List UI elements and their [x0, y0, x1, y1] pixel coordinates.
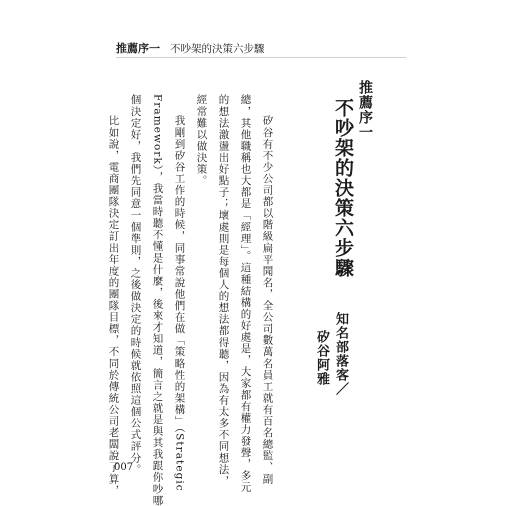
body-line: 總，其他職稱也大都是「經理」。這種結構的好處是，大家都有權力發聲，多元 — [239, 94, 252, 493]
body-line: 的想法激盪出好點子；壞處則是每個人的想法都得聽，因為有太多不同想法， — [217, 94, 230, 487]
body-line: 我剛到矽谷工作的時候，同事常說他們在做「策略性的架構」（Strategic — [173, 115, 186, 492]
body-line: 比如說，電商團隊決定訂出年度的團隊目標，不同於傳統公司老闆說了算， — [107, 115, 120, 497]
page-number: 007 — [114, 462, 134, 473]
author-credit — [312, 312, 350, 396]
running-header-chapter: 不吵架的決策六步驟 — [170, 43, 265, 55]
section-label: 推薦序一 — [357, 80, 373, 140]
body-line: 經常難以做決策。 — [195, 94, 208, 187]
running-header-series: 推薦序一 — [116, 42, 160, 55]
author-name: 矽谷阿雅 — [314, 330, 329, 386]
body-line: 個決定好，我們先同意一個準則，之後做決定的時候就依照這個公式評分。 — [129, 94, 142, 476]
header-divider — [116, 57, 406, 58]
section-title: 不吵架的決策六步驟 — [332, 98, 354, 278]
running-header — [116, 40, 265, 56]
author-role: 知名部落客／ — [333, 312, 348, 396]
body-line: Framework），我當時聽不懂是什麼，後來才知道，簡言之就是與其我跟你吵哪 — [151, 94, 164, 506]
body-line: 矽谷有不少公司都以階級扁平聞名，全公司數萬名員工就有百名總監、副 — [261, 115, 274, 485]
